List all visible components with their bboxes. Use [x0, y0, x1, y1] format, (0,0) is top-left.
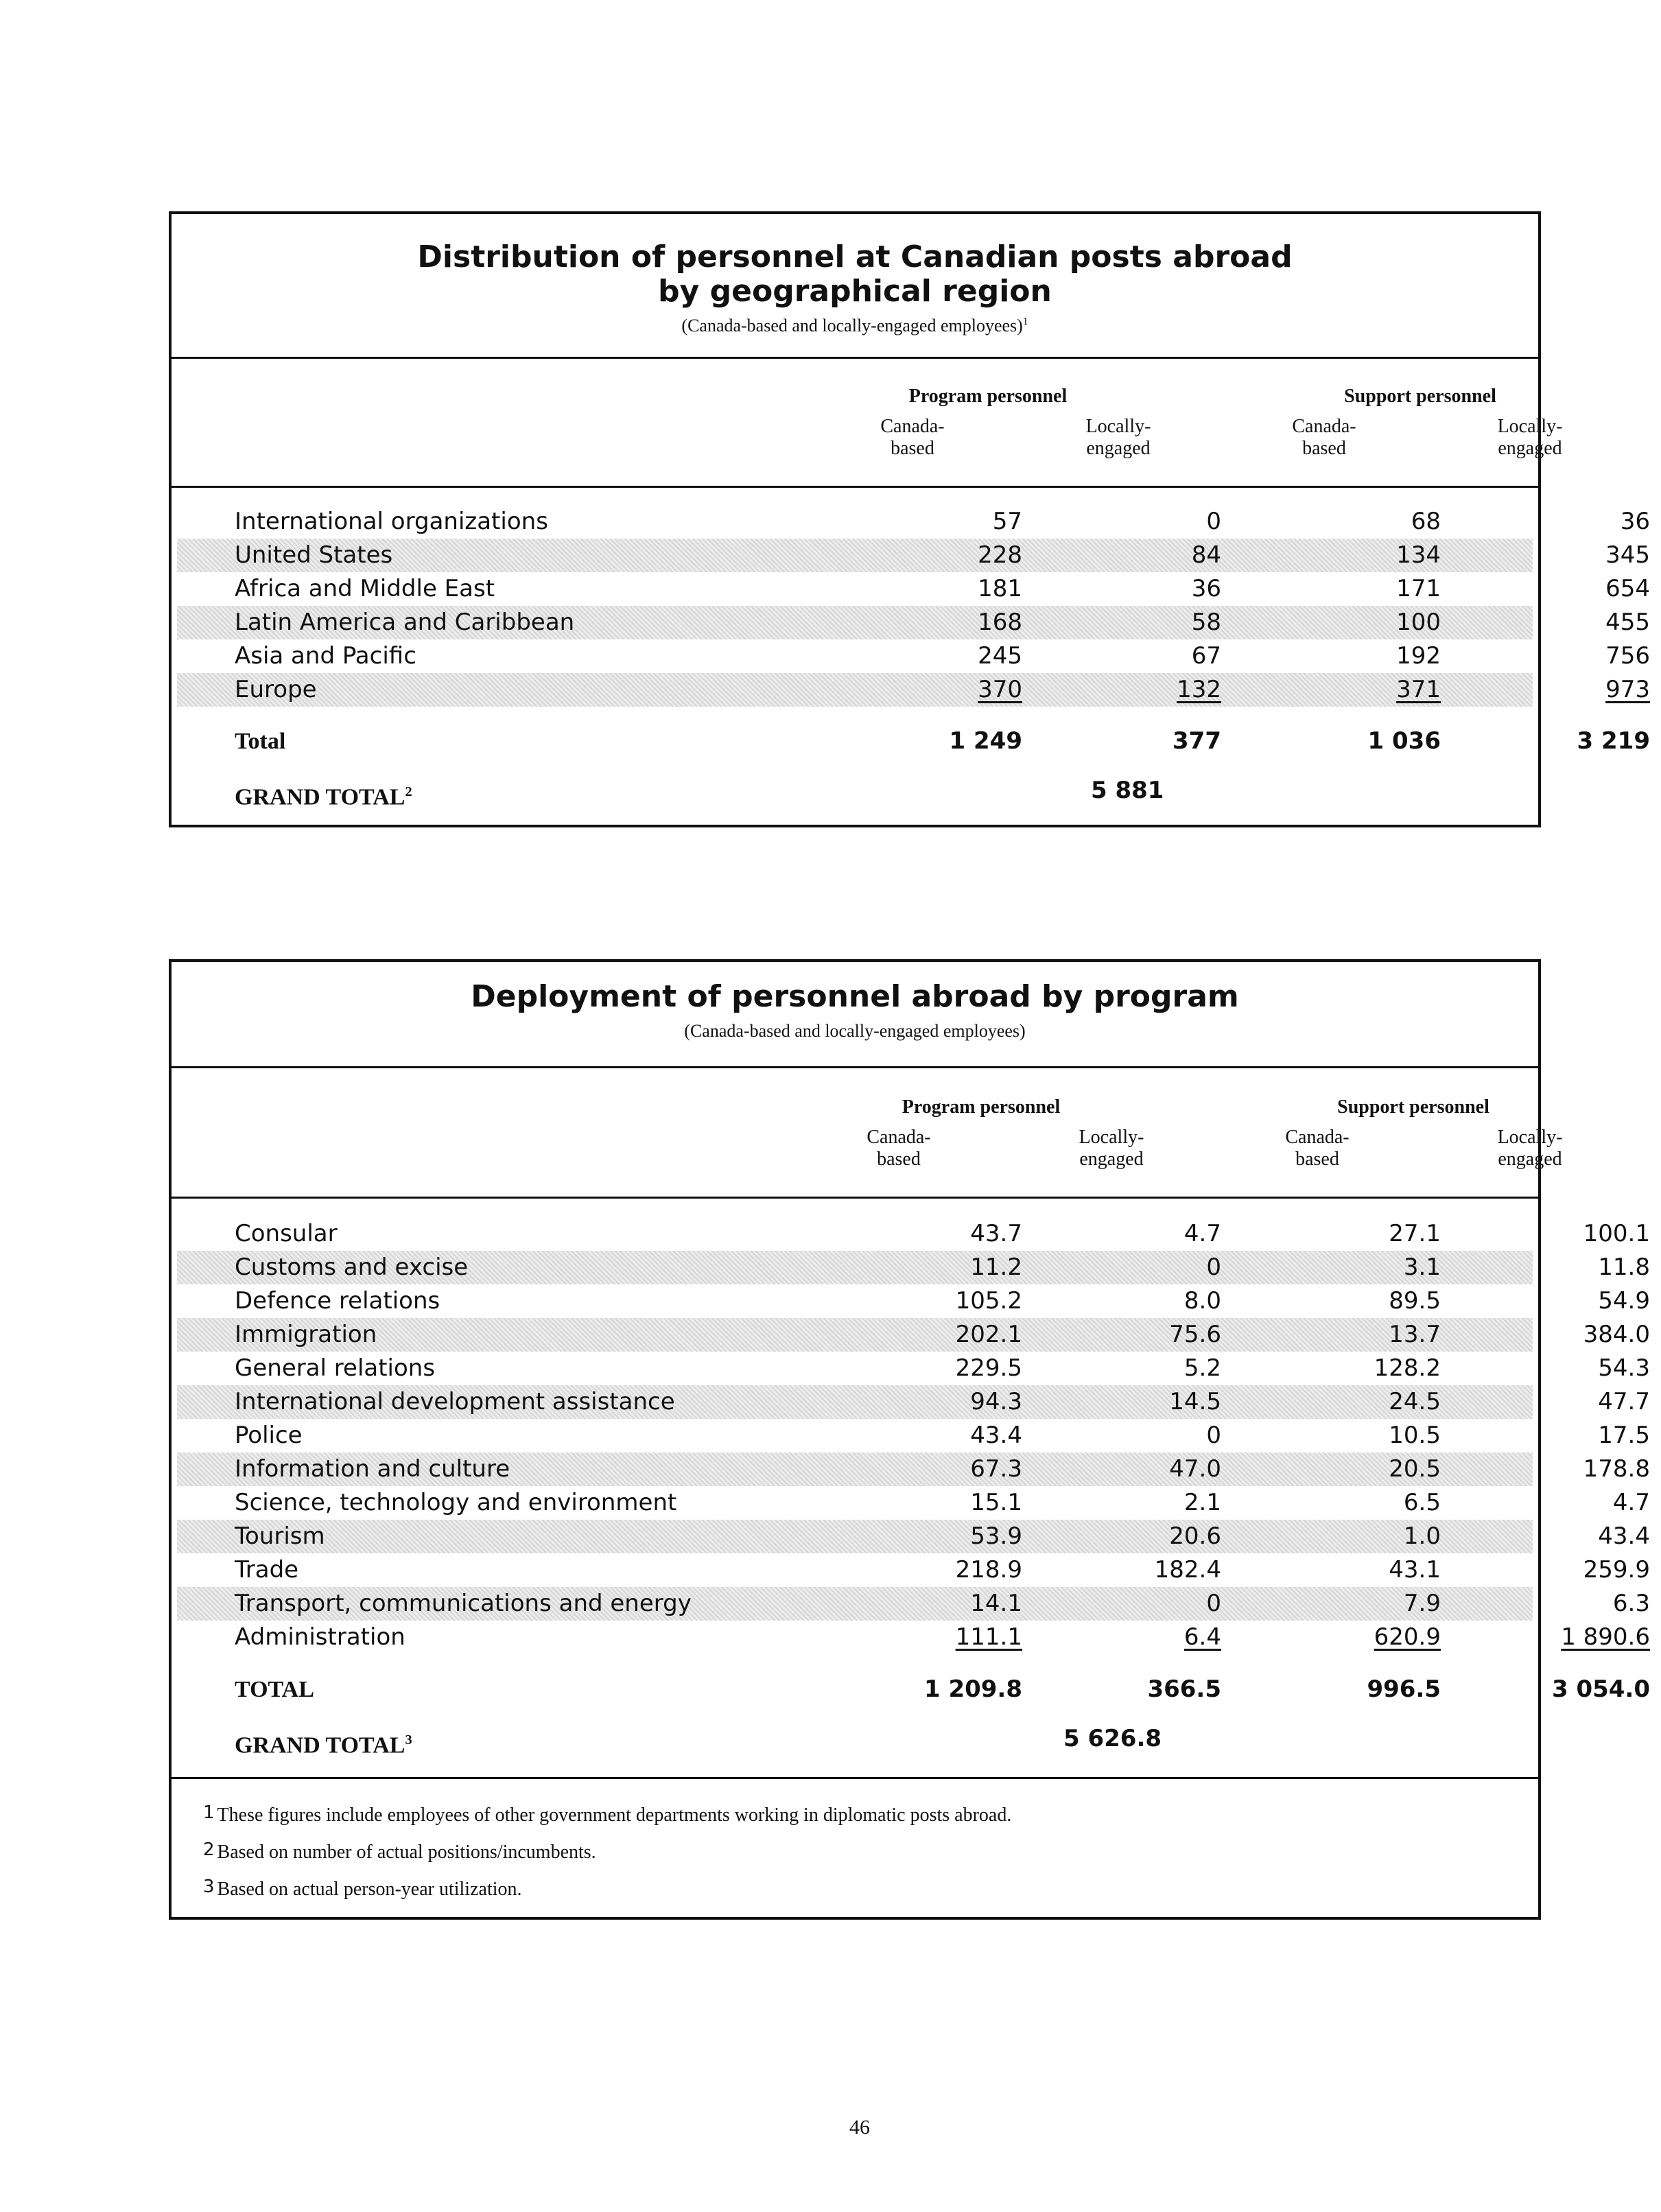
- cell-value: 8.0: [1183, 1287, 1221, 1315]
- cell-value: 0: [1206, 1590, 1221, 1617]
- row-label: International organizations: [235, 508, 548, 535]
- cell-value: 14.5: [1169, 1388, 1221, 1415]
- row-label: Immigration: [235, 1321, 377, 1348]
- support-personnel-heading: Support personnel: [1344, 386, 1496, 407]
- row-label: Police: [235, 1422, 303, 1449]
- cell-value: 20.5: [1389, 1455, 1441, 1483]
- cell-value: 202.1: [955, 1321, 1022, 1348]
- cell-value: 43.7: [970, 1220, 1022, 1247]
- col-support-locally-engaged: Locally- engaged: [1497, 416, 1563, 459]
- cell-value: 370: [978, 676, 1022, 703]
- table-row: [177, 1452, 1650, 1486]
- col-support-locally-engaged: Locally- engaged: [1497, 1127, 1563, 1170]
- cell-value: 17.5: [1598, 1422, 1650, 1449]
- grand-total-value: 5 881: [1091, 777, 1164, 804]
- cell-value: 111.1: [955, 1623, 1022, 1651]
- table-row: [177, 1318, 1650, 1352]
- cell-value: 4.7: [1183, 1220, 1221, 1247]
- cell-value: 168: [978, 609, 1022, 636]
- cell-value: 178.8: [1583, 1455, 1650, 1483]
- cell-value: 20.6: [1169, 1522, 1221, 1550]
- row-label: United States: [235, 541, 393, 569]
- table-row: [172, 1419, 1650, 1452]
- cell-value: 43.4: [1598, 1522, 1650, 1550]
- program-personnel-heading: Program personnel: [902, 1096, 1061, 1118]
- program-table-title: Deployment of personnel abroad by program: [471, 979, 1239, 1014]
- cell-value: 24.5: [1389, 1388, 1441, 1415]
- total-value: 366.5: [1147, 1675, 1221, 1703]
- cell-value: 15.1: [970, 1489, 1022, 1516]
- total-row: [172, 725, 1650, 758]
- row-label: Europe: [235, 676, 317, 703]
- cell-value: 2.1: [1183, 1489, 1221, 1516]
- program-personnel-heading: Program personnel: [908, 386, 1068, 407]
- cell-value: 192: [1396, 642, 1441, 670]
- cell-value: 245: [978, 642, 1022, 670]
- row-label: Latin America and Caribbean: [235, 609, 575, 636]
- table-row: [177, 606, 1650, 639]
- cell-value: 47.0: [1169, 1455, 1221, 1483]
- total-value: 1 036: [1367, 727, 1441, 755]
- footnotes: [172, 1777, 1538, 1907]
- table-row: [177, 1385, 1650, 1419]
- cell-value: 75.6: [1169, 1321, 1221, 1348]
- row-label: Customs and excise: [235, 1254, 469, 1281]
- cell-value: 455: [1605, 609, 1650, 636]
- cell-value: 67.3: [970, 1455, 1022, 1483]
- cell-value: 36: [1191, 575, 1221, 602]
- cell-value: 84: [1191, 541, 1221, 569]
- table-row: [172, 1284, 1650, 1318]
- cell-value: 973: [1605, 676, 1650, 703]
- cell-value: 4.7: [1612, 1489, 1650, 1516]
- cell-value: 6.4: [1183, 1623, 1221, 1651]
- cell-value: 89.5: [1389, 1287, 1441, 1315]
- table-row: [172, 1553, 1650, 1587]
- title-line-2: by geographical region: [658, 274, 1052, 309]
- cell-value: 384.0: [1583, 1321, 1650, 1348]
- cell-value: 5.2: [1183, 1354, 1221, 1382]
- col-program-locally-engaged: Locally- engaged: [1085, 416, 1151, 459]
- cell-value: 3.1: [1403, 1254, 1441, 1281]
- row-label: Defence relations: [235, 1287, 440, 1315]
- cell-value: 43.1: [1389, 1556, 1441, 1584]
- row-label: General relations: [235, 1354, 436, 1382]
- table-row: [172, 572, 1650, 606]
- row-label: Africa and Middle East: [235, 575, 495, 602]
- cell-value: 228: [978, 541, 1022, 569]
- row-label: International development assistance: [235, 1388, 675, 1415]
- row-label: Administration: [235, 1623, 405, 1651]
- table-row: [177, 1587, 1650, 1621]
- cell-value: 47.7: [1598, 1388, 1650, 1415]
- cell-value: 53.9: [970, 1522, 1022, 1550]
- cell-value: 100: [1396, 609, 1441, 636]
- cell-value: 1.0: [1403, 1522, 1441, 1550]
- table-row: [172, 1621, 1650, 1654]
- col-program-canada-based: Canada- based: [880, 416, 945, 459]
- support-personnel-heading: Support personnel: [1337, 1096, 1489, 1118]
- cell-value: 0: [1206, 1254, 1221, 1281]
- cell-value: 229.5: [955, 1354, 1022, 1382]
- region-table-subtitle: [172, 316, 1538, 336]
- table-row: [177, 673, 1650, 707]
- total-row: [172, 1673, 1650, 1706]
- region-table-header: [172, 214, 1538, 359]
- cell-value: 14.1: [970, 1590, 1022, 1617]
- cell-value: 171: [1396, 575, 1441, 602]
- cell-value: 6.5: [1403, 1489, 1441, 1516]
- cell-value: 181: [978, 575, 1022, 602]
- cell-value: 134: [1396, 541, 1441, 569]
- total-value: 3 219: [1577, 727, 1650, 755]
- table-row: [172, 1352, 1650, 1385]
- col-support-canada-based: Canada- based: [1285, 1127, 1350, 1170]
- cell-value: 27.1: [1389, 1220, 1441, 1247]
- grand-total-label: GRAND TOTAL$^3$: [235, 1732, 412, 1758]
- row-label: Tourism: [235, 1522, 325, 1550]
- cell-value: 7.9: [1403, 1590, 1441, 1617]
- footnote: 1 These figures include employees of other government departments working in diplomatic posts abroad.: [203, 1802, 1012, 1826]
- table-row: [172, 639, 1650, 673]
- grand-total-row: [172, 1723, 1538, 1757]
- cell-value: 68: [1411, 508, 1441, 535]
- table-row: [177, 1520, 1650, 1553]
- grand-total-row: [172, 775, 1538, 809]
- col-program-locally-engaged: Locally- engaged: [1079, 1127, 1144, 1170]
- cell-value: 182.4: [1154, 1556, 1221, 1584]
- row-label: Information and culture: [235, 1455, 510, 1483]
- cell-value: 100.1: [1583, 1220, 1650, 1247]
- program-table-subtitle: (Canada-based and locally-engaged employees): [684, 1021, 1026, 1041]
- cell-value: 620.9: [1374, 1623, 1441, 1651]
- program-table-header: [172, 962, 1538, 1068]
- cell-value: 54.3: [1598, 1354, 1650, 1382]
- cell-value: 57: [992, 508, 1022, 535]
- cell-value: 6.3: [1612, 1590, 1650, 1617]
- table-row: [177, 1251, 1650, 1284]
- total-label: TOTAL: [235, 1677, 314, 1702]
- total-label: Total: [235, 729, 286, 754]
- cell-value: 654: [1605, 575, 1650, 602]
- cell-value: 10.5: [1389, 1422, 1441, 1449]
- total-value: 1 249: [949, 727, 1022, 755]
- region-table: [169, 211, 1650, 827]
- cell-value: 259.9: [1583, 1556, 1650, 1584]
- cell-value: 13.7: [1389, 1321, 1441, 1348]
- table-row: [172, 1486, 1650, 1520]
- cell-value: 756: [1605, 642, 1650, 670]
- row-label: Consular: [235, 1220, 338, 1247]
- page-number: 46: [849, 2116, 870, 2139]
- cell-value: 132: [1177, 676, 1221, 703]
- cell-value: 345: [1605, 541, 1650, 569]
- cell-value: 218.9: [955, 1556, 1022, 1584]
- total-value: 996.5: [1367, 1675, 1441, 1703]
- col-support-canada-based: Canada- based: [1292, 416, 1356, 459]
- table-row: [177, 539, 1650, 572]
- region-table-title: [172, 214, 1538, 309]
- subtitle-text: (Canada-based and locally-engaged employees): [681, 316, 1023, 336]
- cell-value: 67: [1191, 642, 1221, 670]
- cell-value: 94.3: [970, 1388, 1022, 1415]
- cell-value: 43.4: [970, 1422, 1022, 1449]
- cell-value: 54.9: [1598, 1287, 1650, 1315]
- total-value: 1 209.8: [923, 1675, 1022, 1703]
- footnote: 3 Based on actual person-year utilization.: [203, 1876, 522, 1900]
- title-line-1: Distribution of personnel at Canadian posts abroad: [417, 239, 1293, 274]
- table-row: [172, 505, 1650, 539]
- col-program-canada-based: Canada- based: [867, 1127, 931, 1170]
- cell-value: 58: [1191, 609, 1221, 636]
- cell-value: 11.2: [970, 1254, 1022, 1281]
- row-label: Science, technology and environment: [235, 1489, 677, 1516]
- grand-total-value: 5 626.8: [1063, 1725, 1162, 1752]
- program-table: [169, 959, 1650, 1920]
- cell-value: 128.2: [1374, 1354, 1441, 1382]
- total-value: 3 054.0: [1551, 1675, 1650, 1703]
- row-label: Asia and Pacific: [235, 642, 416, 670]
- cell-value: 0: [1206, 508, 1221, 535]
- cell-value: 11.8: [1598, 1254, 1650, 1281]
- cell-value: 105.2: [955, 1287, 1022, 1315]
- program-column-headers: [172, 1066, 1563, 1199]
- row-label: Transport, communications and energy: [235, 1590, 692, 1617]
- footnote-ref: 1: [1022, 316, 1028, 328]
- region-column-headers: [172, 357, 1563, 488]
- row-label: Trade: [235, 1556, 299, 1584]
- cell-value: 1 890.6: [1561, 1623, 1650, 1651]
- table-row: [172, 1217, 1650, 1251]
- cell-value: 36: [1620, 508, 1650, 535]
- grand-total-label: GRAND TOTAL$^2$: [235, 784, 412, 810]
- cell-value: 371: [1396, 676, 1441, 703]
- cell-value: 0: [1206, 1422, 1221, 1449]
- total-value: 377: [1173, 727, 1221, 755]
- footnote: 2 Based on number of actual positions/incumbents.: [203, 1839, 596, 1863]
